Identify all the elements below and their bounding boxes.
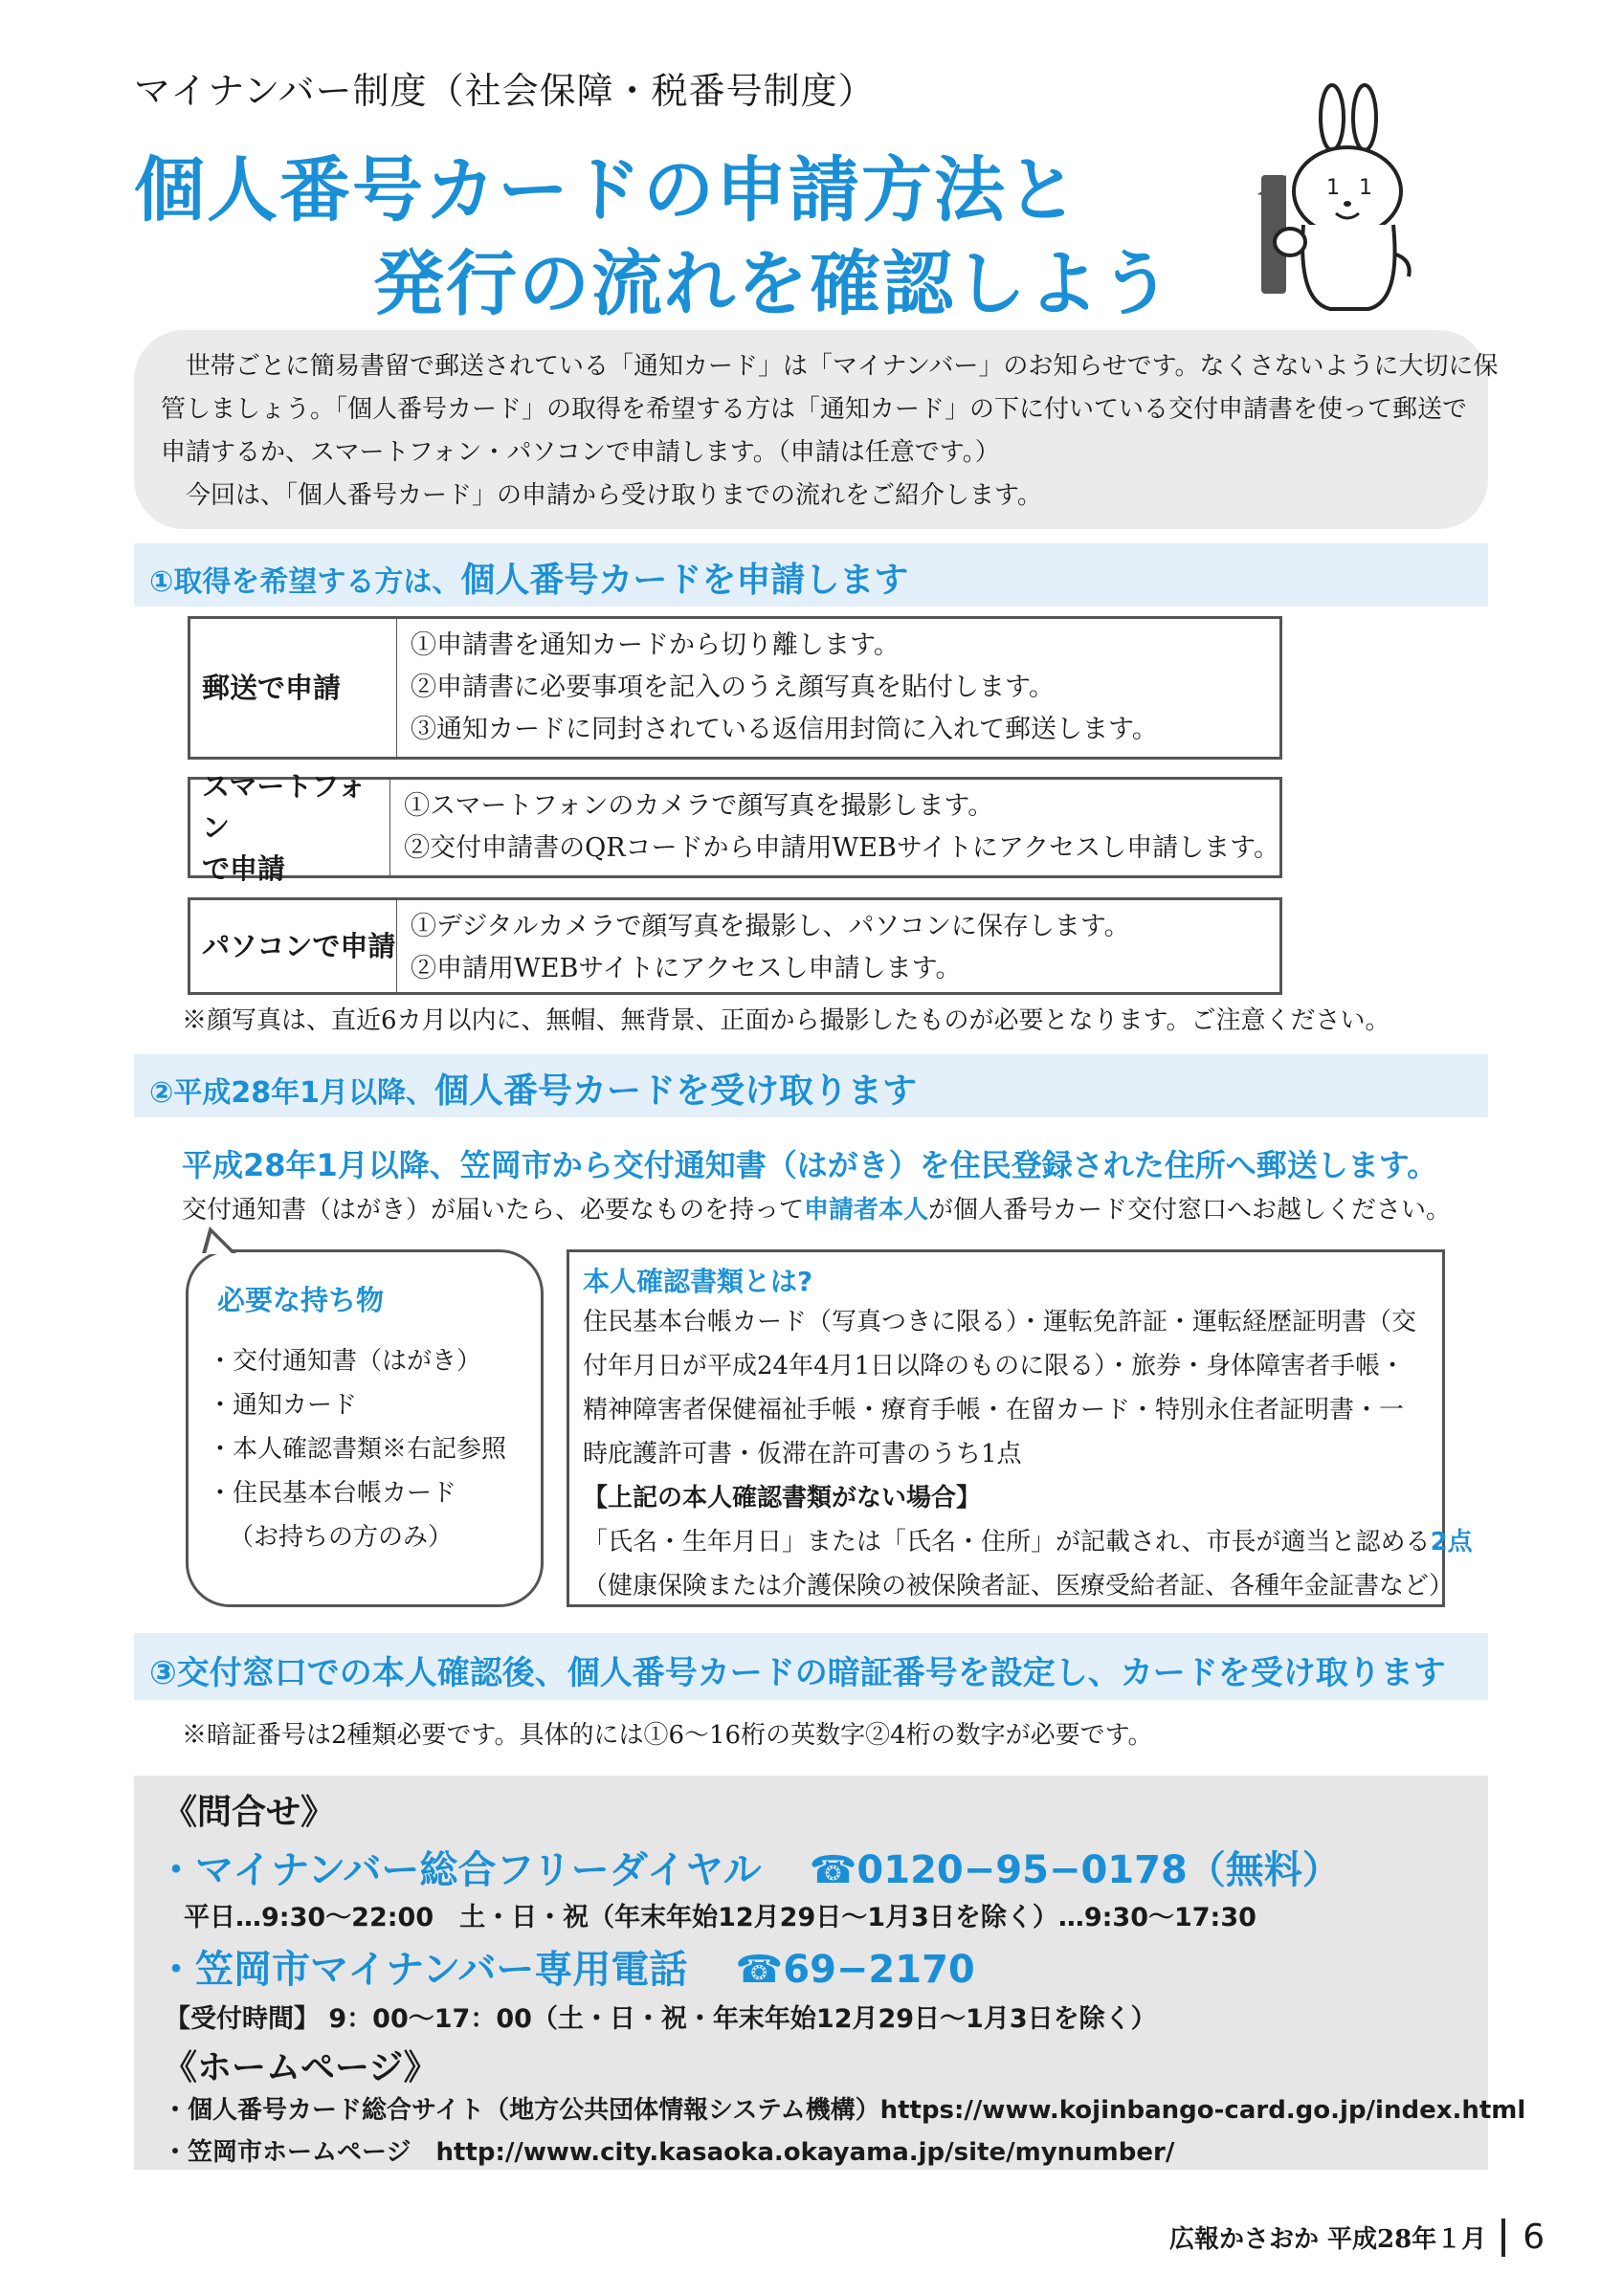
items-title: 必要な持ち物 [217, 1284, 385, 1316]
id-line: 時庇護許可書・仮滞在許可書のうち1点 [583, 1440, 1022, 1468]
pin-note: ※暗証番号は2種類必要です。具体的には①6～16桁の英数字②4桁の数字が必要です。 [182, 1721, 1153, 1750]
rabbit-mascot-icon [1244, 81, 1435, 330]
instruction-highlight: 申請者本人 [804, 1196, 929, 1225]
id-line: 精神障害者保健福祉手帳・療育手帳・在留カード・特別永住者証明書・一 [583, 1396, 1405, 1424]
list-item: （お持ちの方のみ） [229, 1523, 454, 1552]
web-heading: 《ホームページ》 [163, 2048, 438, 2087]
photo-note: ※顔写真は、直近6カ月以内に、無帽、無背景、正面から撮影したものが必要となります。ご注意ください。 [182, 1006, 1390, 1035]
contact-heading: 《問合せ》 [163, 1793, 336, 1832]
intro-line: 世帯ごとに簡易書留で郵送されている「通知カード」は「マイナンバー」のお知らせです。なくさないように大切に保 [161, 352, 1499, 381]
method-step: ③通知カードに同封されている返信用封筒に入れて郵送します。 [411, 715, 1158, 744]
instruction-text: 交付通知書（はがき）が届いたら、必要なものを持って [182, 1196, 805, 1225]
method-step: ①スマートフォンのカメラで顔写真を撮影します。 [404, 791, 994, 821]
freedial-hours: 平日…9:30～22:00 土・日・祝（年末年始12月29日～1月3日を除く）…9:30～17:30 [184, 1903, 1256, 1932]
section1-lead: ①取得を希望する方は、 [149, 565, 461, 599]
section2-heading [134, 1054, 1488, 1117]
section1-big: 個人番号カードを申請します [460, 561, 909, 600]
page-number: 6 [1523, 2218, 1545, 2257]
alt-line: （健康保険または介護保険の被保険者証、医療受給者証、各種年金証書など） [583, 1572, 1455, 1601]
method-mail [188, 616, 1282, 760]
svg-text:1: 1 [1326, 176, 1340, 200]
freedial-label: ・マイナンバー総合フリーダイヤル [157, 1848, 762, 1892]
freedial-phone: ☎0120−95−0178（無料） [809, 1848, 1341, 1892]
freedial-line [157, 1840, 1465, 1894]
city-phone: ☎69−2170 [735, 1948, 975, 1992]
section3-heading: ③交付窓口での本人確認後、個人番号カードの暗証番号を設定し、カードを受け取ります [134, 1633, 1488, 1700]
publication-name: 広報かさおか 平成28年１月 [1169, 2225, 1487, 2254]
intro-line: 今回は、「個人番号カード」の申請から受け取りまでの流れをご紹介します。 [161, 481, 1042, 510]
city-phone-line [157, 1939, 1465, 1994]
method-step: ①デジタルカメラで顔写真を撮影し、パソコンに保存します。 [411, 912, 1130, 941]
section2-big: 個人番号カードを受け取ります [434, 1071, 918, 1111]
page-title-line2: 発行の流れを確認しよう [373, 243, 1173, 325]
city-hours: 【受付時間】 9：00～17：00（土・日・祝・年末年始12月29日～1月3日を除く） [165, 2004, 1157, 2034]
header-kicker: マイナンバー制度（社会保障・税番号制度） [134, 70, 876, 112]
section1-heading [134, 543, 1488, 607]
section2-lead: ②平成28年1月以降、 [149, 1076, 435, 1110]
instruction-text: が個人番号カード交付窓口へお越しください。 [928, 1196, 1452, 1225]
alt-text: 「氏名・生年月日」または「氏名・住所」が記載され、市長が適当と認める [583, 1528, 1431, 1556]
id-documents-box [567, 1249, 1473, 1607]
footer-divider [1501, 2219, 1505, 2257]
intro-box [134, 330, 1499, 529]
list-item: ・本人確認書類※右記参照 [208, 1435, 507, 1464]
section2-instruction [182, 1190, 1451, 1225]
method-pc-label: パソコンで申請 [190, 900, 397, 992]
intro-line: 管しましょう。「個人番号カード」の取得を希望する方は「通知カード」の下に付いている交付申請書を使って郵送で [161, 395, 1468, 424]
method-pc [188, 897, 1282, 995]
page-title-line1: 個人番号カードの申請方法と [134, 149, 1079, 232]
web-link-mynumber-site[interactable]: ・個人番号カード総合サイト（地方公共団体情報システム機構）https://www.kojinbango-card.go.jp/index.html [163, 2096, 1526, 2125]
svg-text:1: 1 [1359, 176, 1372, 200]
page-footer [1169, 2218, 1545, 2257]
items-speech-bubble [186, 1249, 544, 1607]
method-label-line: スマートフォン [202, 769, 367, 844]
contact-box [134, 1776, 1526, 2170]
alt-title: 【上記の本人確認書類がない場合】 [583, 1484, 982, 1512]
method-mail-label: 郵送で申請 [190, 619, 397, 757]
city-label: ・笠岡市マイナンバー専用電話 [157, 1948, 688, 1992]
id-line: 住民基本台帳カード（写真つきに限る）・運転免許証・運転経歴証明書（交 [583, 1308, 1417, 1336]
list-item: ・交付通知書（はがき） [208, 1347, 482, 1376]
list-item: ・通知カード [208, 1391, 358, 1420]
method-smartphone [188, 769, 1282, 885]
id-line: 付年月日が平成24年4月1日以降のものに限る）・旅券・身体障害者手帳・ [583, 1352, 1406, 1380]
list-item: ・住民基本台帳カード [208, 1479, 457, 1508]
web-link-city-site[interactable]: ・笠岡市ホームページ http://www.city.kasaoka.okayama.jp/site/mynumber/ [163, 2138, 1175, 2167]
method-smartphone-label [190, 769, 390, 885]
method-step: ②交付申請書のQRコードから申請用WEBサイトにアクセスし申請します。 [404, 833, 1279, 863]
method-step: ②申請書に必要事項を記入のうえ顔写真を貼付します。 [411, 673, 1055, 702]
intro-line: 申請するか、スマートフォン・パソコンで申請します。（申請は任意です。） [161, 438, 1000, 467]
method-step: ①申請書を通知カードから切り離します。 [411, 630, 900, 660]
method-label-line: で申請 [202, 851, 286, 885]
method-step: ②申請用WEBサイトにアクセスし申請します。 [411, 954, 962, 983]
section2-subtitle: 平成28年1月以降、笠岡市から交付通知書（はがき）を住民登録された住所へ郵送します。 [182, 1147, 1438, 1183]
id-title: 本人確認書類とは? [583, 1266, 813, 1297]
alt-line [583, 1520, 1473, 1564]
alt-highlight: 2点 [1430, 1528, 1473, 1556]
